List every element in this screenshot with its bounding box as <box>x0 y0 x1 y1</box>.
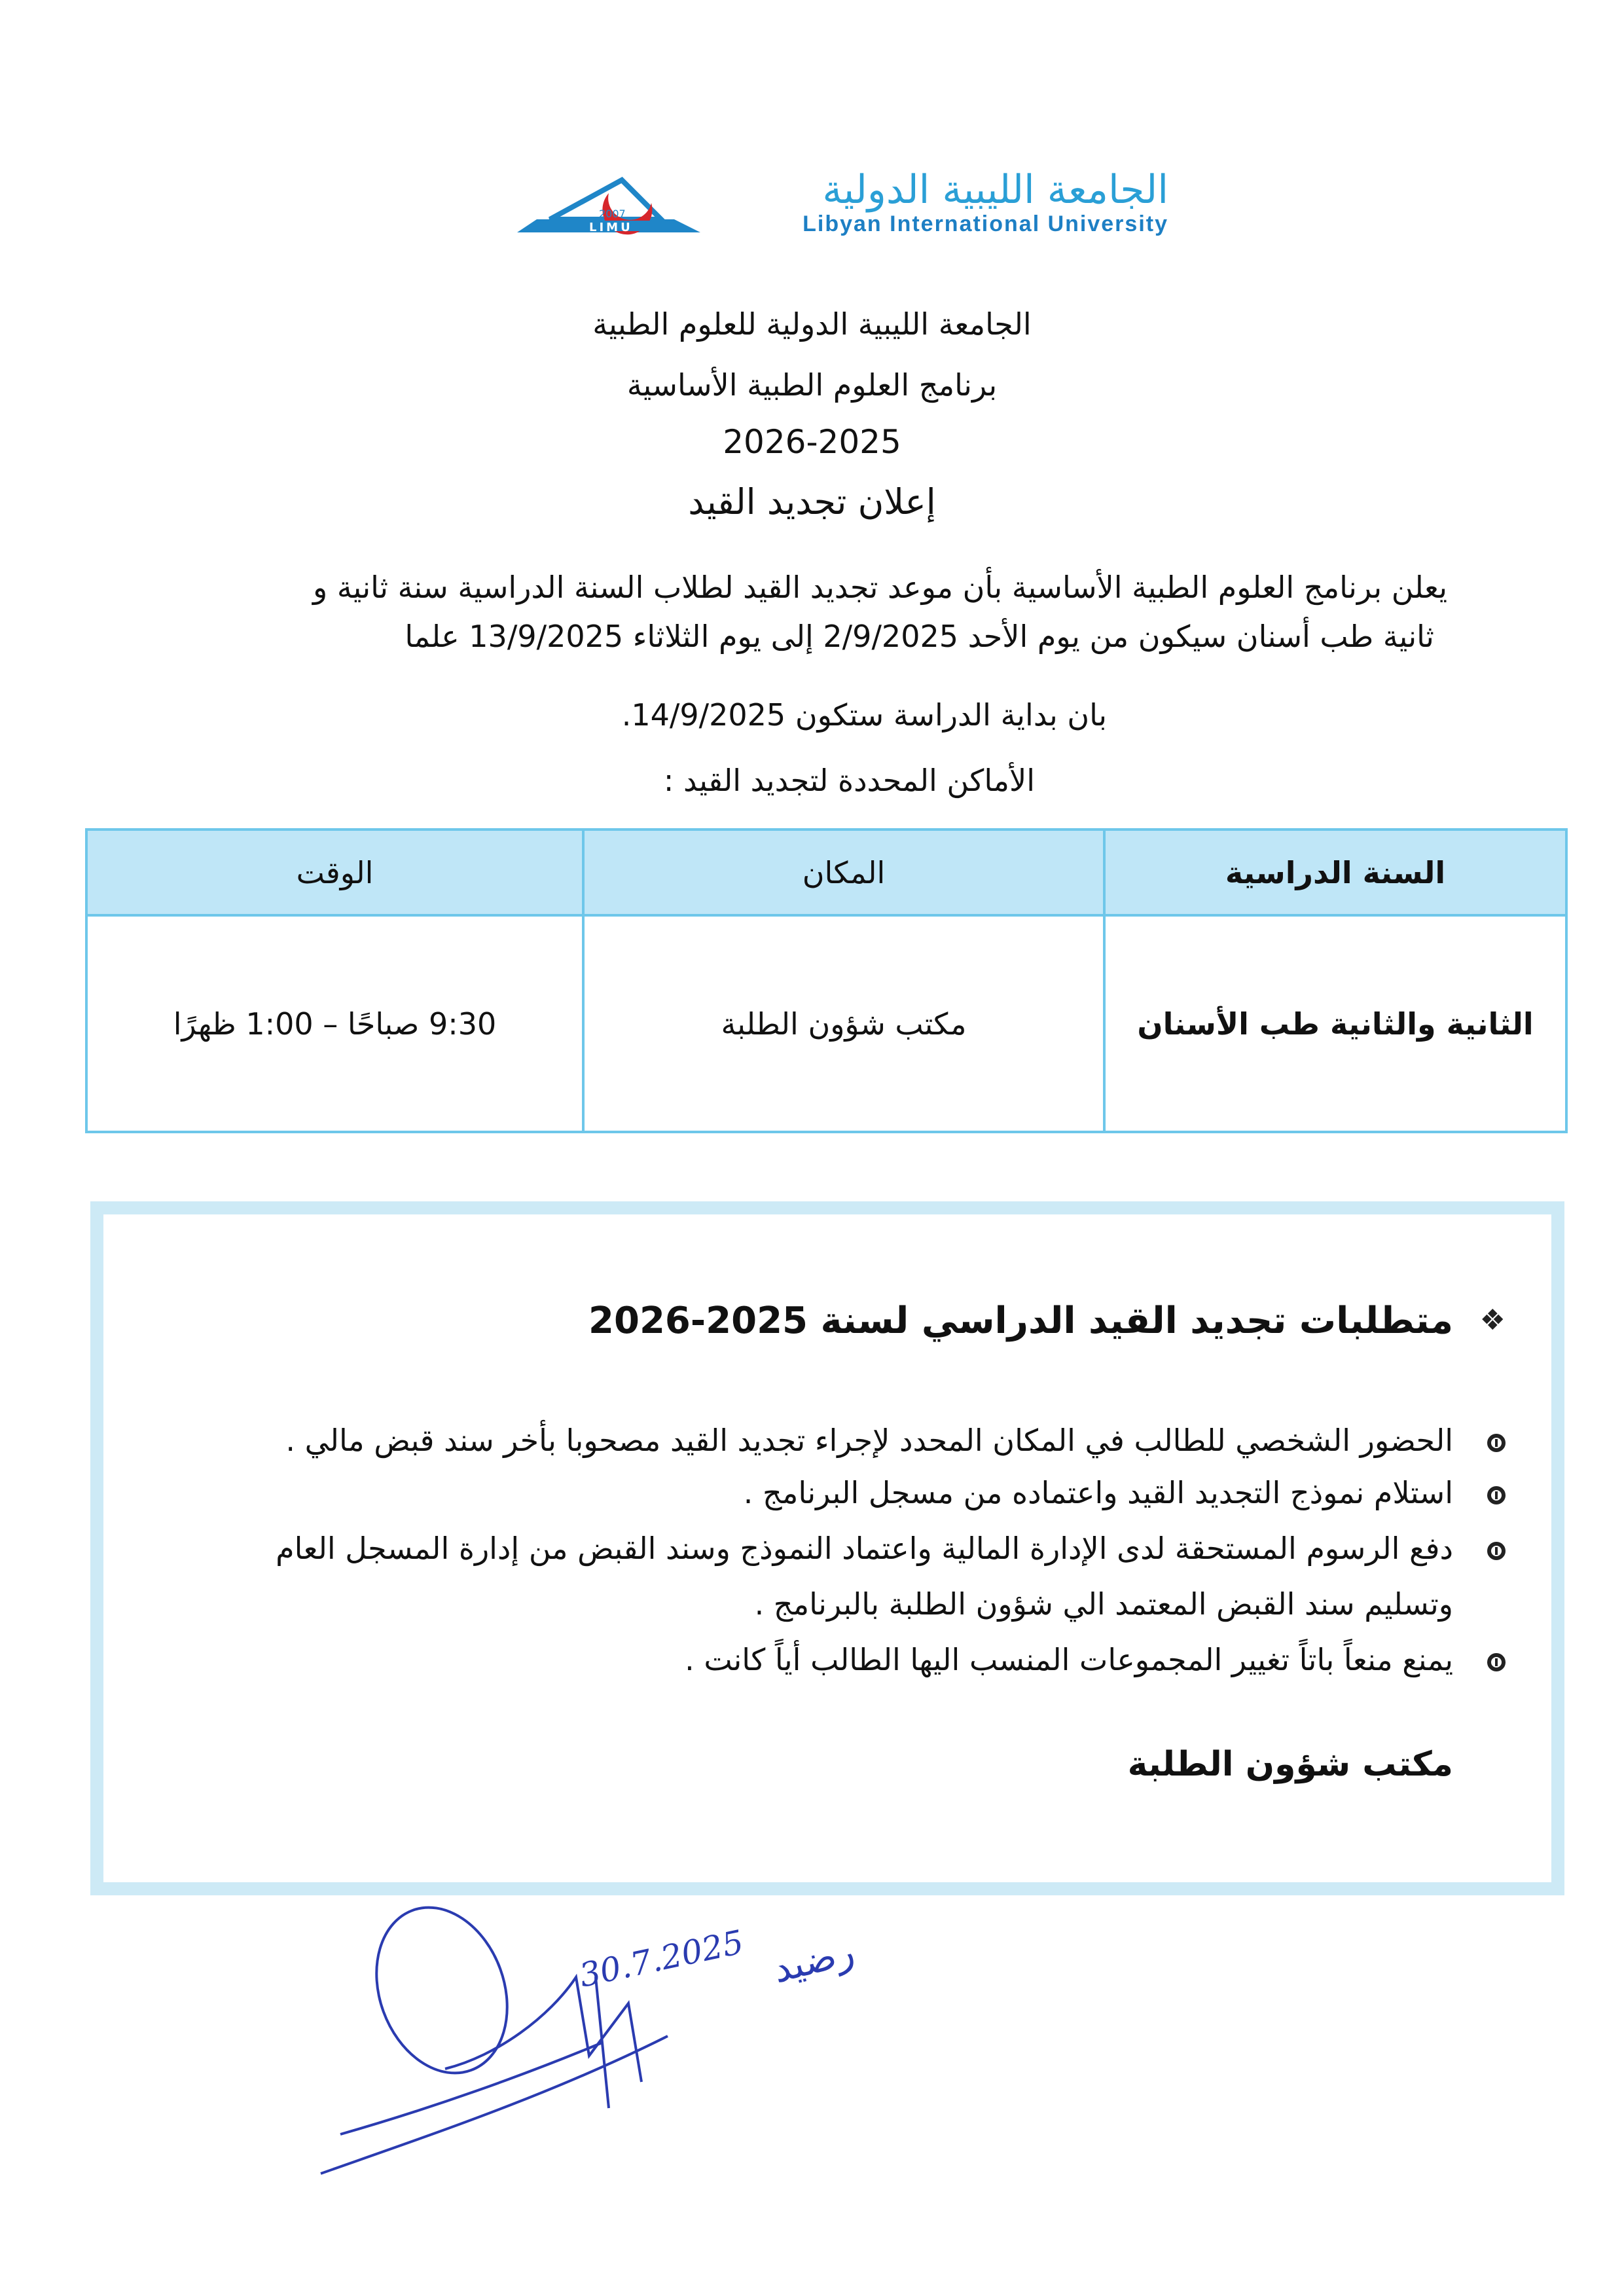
announcement-line-2: ثانية طب أسنان سيكون من يوم الأحد 2/9/2025 إلى يوم الثلاثاء 13/9/2025 علما <box>405 619 1434 654</box>
logo-arabic-name: الجامعة الليبية الدولية <box>822 167 1168 213</box>
requirement-item-3-continuation: وتسليم سند القبض المعتمد الي شؤون الطلبة بالبرنامج . <box>754 1586 1453 1622</box>
header-institution <box>0 306 1624 342</box>
institution-name: الجامعة الليبية الدولية للعلوم الطبية <box>592 306 1032 342</box>
cell-academic-year: الثانية والثانية طب الأسنان <box>1104 915 1566 1132</box>
logo-english-name: Libyan International University <box>803 211 1168 236</box>
logo-wordmark <box>710 167 1168 246</box>
table-header-row <box>86 829 1566 915</box>
requirements-box <box>90 1201 1564 1895</box>
header-time: الوقت <box>86 829 583 915</box>
table-row <box>86 915 1566 1132</box>
emblem-initials: LIMU <box>589 221 633 234</box>
handwritten-note: رضيد <box>768 1928 859 1992</box>
bullet-icon <box>1487 1653 1506 1671</box>
requirements-title: متطلبات تجديد القيد الدراسي لسنة 2025-2026 <box>588 1300 1453 1342</box>
bullet-icon <box>1487 1542 1506 1560</box>
diamond-bullet-icon: ❖ <box>1479 1303 1506 1337</box>
handwritten-date: 30.7.2025 <box>576 1923 747 1995</box>
program-name: برنامج العلوم الطبية الأساسية <box>626 367 998 403</box>
announcement-line-3: بان بداية الدراسة ستكون 14/9/2025. <box>621 697 1107 733</box>
handwritten-signature <box>301 1859 890 2200</box>
schedule-table <box>85 828 1568 1133</box>
requirement-item-1: الحضور الشخصي للطالب في المكان المحدد لإجراء تجديد القيد مصحوبا بأخر سند قبض مالي . <box>285 1423 1453 1458</box>
requirements-signoff: مكتب شؤون الطلبة <box>1127 1745 1453 1784</box>
bullet-icon <box>1487 1486 1506 1504</box>
cell-time: 9:30 صباحًا – 1:00 ظهرًا <box>86 915 583 1132</box>
requirement-item-2: استلام نموذج التجديد القيد واعتماده من مسجل البرنامج . <box>743 1475 1453 1510</box>
header-title <box>0 481 1624 522</box>
academic-year: 2026-2025 <box>723 423 901 461</box>
header-academic-year: السنة الدراسية <box>1104 829 1566 915</box>
requirement-item-4: يمنع منعاً باتاً تغيير المجموعات المنسب اليها الطالب أياً كانت . <box>685 1642 1453 1677</box>
requirement-item-3: دفع الرسوم المستحقة لدى الإدارة المالية واعتماد النموذج وسند القبض من إدارة المسجل العام <box>276 1531 1453 1566</box>
emblem-year: 2007 <box>599 208 626 220</box>
announcement-line-1: يعلن برنامج العلوم الطبية الأساسية بأن موعد تجديد القيد لطلاب السنة الدراسية سنة ثانية و <box>313 570 1447 605</box>
bullet-icon <box>1487 1434 1506 1452</box>
cell-place: مكتب شؤون الطلبة <box>583 915 1104 1132</box>
header-program <box>0 367 1624 403</box>
header-place: المكان <box>583 829 1104 915</box>
announcement-title: إعلان تجديد القيد <box>688 481 936 522</box>
university-logo <box>511 167 1168 246</box>
places-heading: الأماكن المحددة لتجديد القيد : <box>663 763 1035 798</box>
header-year <box>0 423 1624 461</box>
